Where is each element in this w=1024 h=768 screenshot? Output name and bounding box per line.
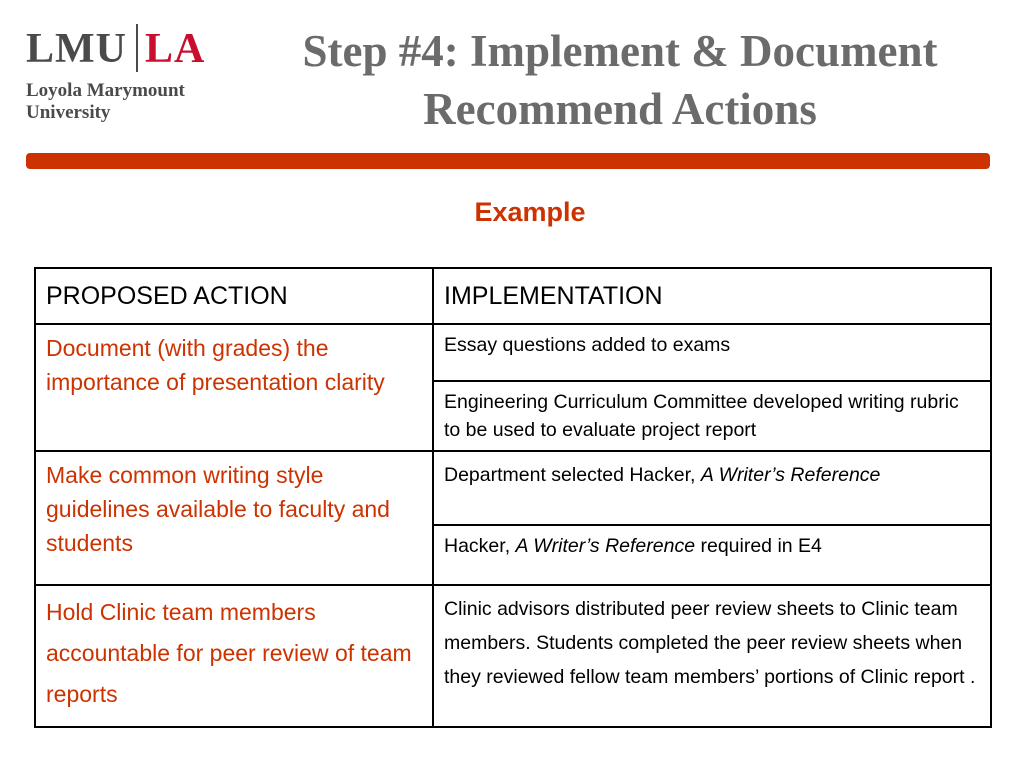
slide-subtitle: Example bbox=[474, 197, 586, 227]
slide-title bbox=[230, 22, 1010, 138]
logo-university-line1: Loyola Marymount bbox=[26, 80, 185, 101]
implementation-cell: Engineering Curriculum Committee developed writing rubric to be used to evaluate project report bbox=[433, 381, 991, 451]
logo-la-text: LA bbox=[145, 26, 206, 72]
table-row bbox=[35, 451, 991, 525]
implementation-text: Department selected Hacker, bbox=[444, 464, 701, 486]
table-row bbox=[35, 585, 991, 727]
proposed-action-cell: Document (with grades) the importance of presentation clarity bbox=[35, 324, 433, 451]
book-title-italic: A Writer’s Reference bbox=[700, 464, 881, 486]
logo-divider bbox=[136, 24, 138, 72]
book-title-italic: A Writer’s Reference bbox=[515, 535, 696, 557]
table-header-row bbox=[35, 268, 991, 324]
implementation-cell bbox=[433, 451, 991, 525]
actions-table bbox=[34, 267, 992, 728]
logo-university-line2: University bbox=[26, 102, 111, 123]
lmu-la-logo bbox=[22, 22, 232, 132]
header-proposed-action: PROPOSED ACTION bbox=[35, 268, 433, 324]
implementation-cell: Clinic advisors distributed peer review sheets to Clinic team members. Students completed the peer review sheets when they reviewed fellow team members’ portions of Clinic report . bbox=[433, 585, 991, 727]
title-divider-bar bbox=[26, 153, 990, 169]
logo-lmu-text: LMU bbox=[26, 26, 127, 72]
implementation-cell bbox=[433, 525, 991, 585]
implementation-text-end: required in E4 bbox=[695, 535, 822, 557]
logo-university-name bbox=[26, 80, 185, 124]
implementation-cell: Essay questions added to exams bbox=[433, 324, 991, 381]
implementation-text: Hacker, bbox=[444, 535, 516, 557]
table-row bbox=[35, 324, 991, 381]
slide-title-line1: Step #4: Implement & Document bbox=[302, 26, 938, 76]
proposed-action-cell: Make common writing style guidelines available to faculty and students bbox=[35, 451, 433, 585]
header-implementation: IMPLEMENTATION bbox=[433, 268, 991, 324]
slide-title-line2: Recommend Actions bbox=[423, 84, 817, 134]
proposed-action-cell: Hold Clinic team members accountable for peer review of team reports bbox=[35, 585, 433, 727]
